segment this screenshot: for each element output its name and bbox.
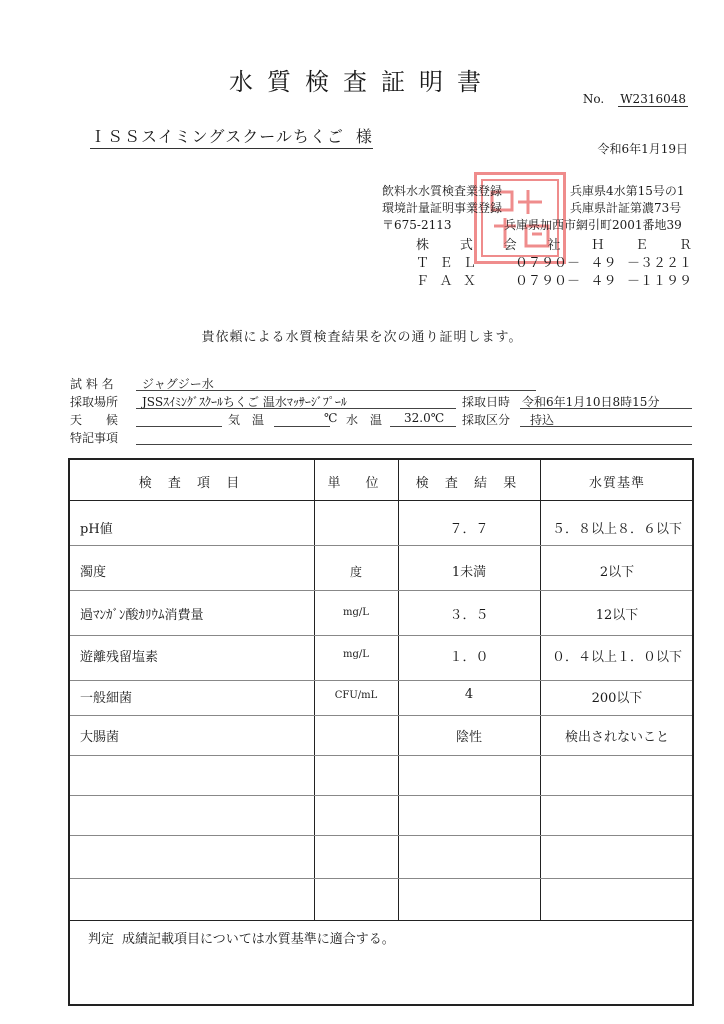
- row-result: 陰性: [455, 730, 482, 745]
- company-char: Ｅ: [635, 238, 649, 253]
- row-divider: [70, 545, 692, 546]
- company-char: 株: [416, 238, 430, 253]
- tel-label-char: Ｔ: [416, 256, 430, 271]
- row-unit: CFU/mL: [334, 690, 378, 701]
- row-standard: ０．４以上１．０以下: [551, 650, 682, 665]
- header-result: 検 査 結 果: [415, 476, 523, 491]
- row-divider: [70, 635, 692, 636]
- sample-name-label: 試 料 名: [70, 377, 114, 391]
- air-temp-unit: ℃: [324, 411, 338, 425]
- table-header: [70, 460, 692, 501]
- sample-datetime-label: 採取日時: [462, 395, 511, 409]
- header-unit: 単 位: [327, 476, 385, 491]
- water-temp-value: 32.0℃: [404, 411, 445, 425]
- company-char: Ｒ: [678, 238, 692, 253]
- row-divider: [70, 755, 692, 756]
- issuer-reg1-label: 飲料水水質検査業登録: [382, 184, 503, 198]
- sample-datetime-value: 令和6年1月10日8時15分: [522, 395, 660, 409]
- issuer-tel: [416, 252, 692, 271]
- tel-label-char: Ｌ: [463, 256, 477, 271]
- results-table: [68, 458, 694, 1006]
- issuer-registration-1: [382, 182, 685, 199]
- issuer-postal: 〒675-2113: [382, 218, 452, 232]
- document-number-label: No.: [582, 92, 605, 106]
- issuer-address: 兵庫県加西市網引町2001番地39: [504, 218, 682, 232]
- sample-name-row: [70, 375, 694, 391]
- category-label: 採取区分: [462, 413, 511, 427]
- row-result: １．０: [449, 650, 489, 665]
- row-standard: 検出されないこと: [564, 730, 669, 745]
- row-result: ７．７: [449, 522, 489, 537]
- recipient-name: ＩＳＳスイミングスクールちくご: [90, 127, 344, 146]
- issuer-reg2-label: 環境計量証明事業登録: [382, 201, 503, 215]
- verdict-divider: [70, 920, 692, 921]
- row-result: 1未満: [451, 565, 487, 580]
- issuer-company-name: [416, 234, 692, 253]
- row-unit: mg/L: [343, 649, 369, 660]
- fax-label-char: Ｘ: [463, 274, 477, 289]
- issuer-fax: [416, 270, 692, 289]
- fax-number-part: －１１９９: [626, 274, 692, 289]
- document-title: 水質検査証明書: [229, 68, 495, 96]
- row-item: 遊離残留塩素: [80, 650, 159, 665]
- air-temp-label: 気 温: [228, 413, 265, 427]
- tel-number-part: －３２２１: [626, 256, 692, 271]
- tel-number-part: ４９: [590, 256, 617, 271]
- row-item: 過ﾏﾝｶﾞﾝ酸ｶﾘｳﾑ消費量: [80, 608, 204, 623]
- row-result: ３．５: [449, 608, 489, 623]
- row-result: 4: [464, 687, 474, 702]
- recipient-honorific: 様: [355, 127, 373, 146]
- header-item: 検 査 項 目: [138, 476, 246, 491]
- issuer-reg2-value: 兵庫県計証第濃73号: [570, 201, 682, 215]
- row-divider: [70, 715, 692, 716]
- sample-conditions-row: [70, 411, 694, 427]
- tel-label-char: Ｅ: [439, 256, 453, 271]
- water-temp-label: 水 温: [346, 413, 383, 427]
- row-divider: [70, 795, 692, 796]
- sample-place-label: 採取場所: [70, 395, 119, 409]
- fax-label-char: Ｆ: [416, 274, 430, 289]
- verdict: [88, 928, 395, 947]
- row-standard: ５．８以上８．６以下: [551, 522, 682, 537]
- weather-label: 天 候: [70, 413, 119, 427]
- recipient: [90, 124, 373, 149]
- air-temp-underline: [274, 426, 330, 427]
- company-char: 会: [503, 238, 517, 253]
- issue-date: 令和6年1月19日: [597, 142, 688, 156]
- remarks-row: [70, 429, 694, 445]
- company-char: 式: [459, 238, 473, 253]
- issuer-reg1-value: 兵庫県4水第15号の1: [570, 184, 685, 198]
- row-divider: [70, 590, 692, 591]
- fax-label-char: Ａ: [439, 274, 453, 289]
- water-temp-underline: [390, 426, 456, 427]
- row-divider: [70, 835, 692, 836]
- weather-underline: [136, 426, 222, 427]
- row-divider: [70, 878, 692, 879]
- row-standard: 12以下: [595, 608, 639, 623]
- remarks-label: 特記事項: [70, 431, 119, 445]
- row-standard: 2以下: [599, 565, 635, 580]
- row-divider: [70, 680, 692, 681]
- verdict-text: 成績記載項目については水質基準に適合する。: [122, 932, 395, 947]
- fax-number-part: ０７９０－: [514, 274, 580, 289]
- category-value: 持込: [530, 413, 555, 427]
- sample-place-row: [70, 393, 694, 409]
- row-item: 大腸菌: [80, 730, 120, 745]
- row-item: pH値: [80, 522, 113, 537]
- tel-number-part: ０７９０－: [514, 256, 580, 271]
- document-number: [583, 92, 688, 106]
- header-standard: 水質基準: [588, 476, 645, 491]
- spacer: [487, 252, 505, 271]
- remarks-underline: [136, 444, 692, 445]
- fax-number-part: ４９: [590, 274, 617, 289]
- row-item: 一般細菌: [80, 691, 133, 706]
- certification-statement: 貴依頼による水質検査結果を次の通り証明します。: [201, 330, 523, 345]
- sample-name-value: ジャグジー水: [142, 377, 214, 391]
- sample-place-value: JSSｽｲﾐﾝｸﾞｽｸｰﾙちくご 温水ﾏｯｻｰｼﾞﾌﾟｰﾙ: [142, 395, 347, 409]
- row-standard: 200以下: [591, 691, 643, 706]
- spacer: [487, 270, 505, 289]
- row-unit: 度: [349, 565, 362, 579]
- document-number-value: W2316048: [620, 92, 686, 106]
- verdict-label: 判定: [88, 932, 115, 947]
- row-item: 濁度: [80, 565, 107, 580]
- issuer-registration-2: [382, 199, 682, 216]
- company-char: 社: [547, 238, 561, 253]
- row-unit: mg/L: [343, 607, 369, 618]
- issuer-address-line: [382, 216, 682, 233]
- company-char: Ｈ: [591, 238, 605, 253]
